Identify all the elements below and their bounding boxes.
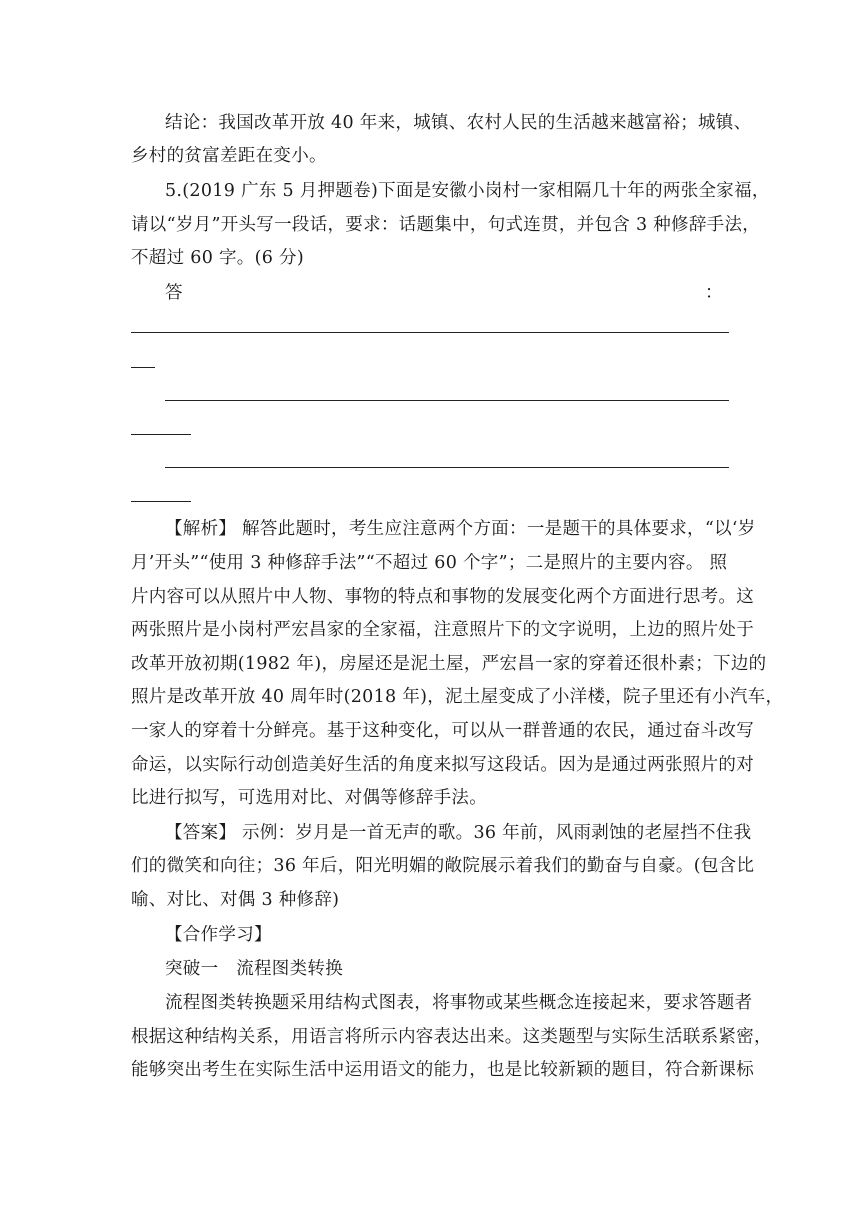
answer-colon: ： [705,283,723,303]
analysis-line: 照片是改革开放 40 周年时(2018 年)，泥土屋变成了小洋楼，院子里还有小汽车， [131,687,784,707]
answer-blank-line-3-tail[interactable] [131,501,191,502]
analysis-line: 两张照片是小岗村严宏昌家的全家福，注意照片下的文字说明，上边的照片处于 [131,620,754,640]
section-heading: 【合作学习】 [165,925,272,945]
analysis-line: 片内容可以从照片中人物、事物的特点和事物的发展变化两个方面进行思考。这 [131,587,754,607]
answer-blank-line-2-tail[interactable] [131,434,191,435]
answer-line: 喻、对比、对偶 3 种修辞) [131,890,340,910]
body-line: 能够突出考生在实际生活中运用语文的能力，也是比较新颖的题目，符合新课标 [131,1060,754,1080]
analysis-line: 比进行拟写，可选用对比、对偶等修辞手法。 [131,788,487,808]
analysis-line: 月’开头”“使用 3 种修辞手法”“不超过 60 个字”；二是照片的主要内容。 照 [131,553,728,573]
conclusion-line-1: 结论：我国改革开放 40 年来，城镇、农村人民的生活越来越富裕；城镇、 [165,113,752,133]
answer-blank-line-3[interactable] [165,467,729,468]
analysis-line: 【解析】 解答此题时，考生应注意两个方面：一是题干的具体要求，“以‘岁 [165,519,756,539]
body-line: 流程图类转换题采用结构式图表，将事物或某些概念连接起来，要求答题者 [165,993,753,1013]
question-line-1: 5.(2019 广东 5 月押题卷)下面是安徽小岗村一家相隔几十年的两张全家福， [165,181,770,201]
body-line: 根据这种结构关系，用语言将所示内容表达出来。这类题型与实际生活联系紧密， [131,1027,772,1047]
question-line-3: 不超过 60 字。(6 分) [131,248,304,268]
analysis-line: 命运，以实际行动创造美好生活的角度来拟写这段话。因为是通过两张照片的对 [131,755,754,775]
answer-line: 【答案】 示例：岁月是一首无声的歌。36 年前，风雨剥蚀的老屋挡不住我 [165,823,752,843]
answer-line: 们的微笑和向往；36 年后，阳光明媚的敞院展示着我们的勤奋与自豪。(包含比 [131,856,755,876]
answer-label: 答 [165,283,183,303]
question-line-2: 请以“岁月”开头写一段话，要求：话题集中，句式连贯，并包含 3 种修辞手法， [131,215,761,235]
analysis-line: 一家人的穿着十分鲜亮。基于这种变化，可以从一群普通的农民，通过奋斗改写 [131,721,754,741]
analysis-line: 改革开放初期(1982 年)，房屋还是泥土屋，严宏昌一家的穿着还很朴素；下边的 [131,654,767,674]
section-subheading: 突破一 流程图类转换 [165,959,343,979]
answer-blank-line-1[interactable] [131,332,729,333]
answer-blank-line-1-tail[interactable] [131,367,155,368]
conclusion-line-2: 乡村的贫富差距在变小。 [131,146,327,166]
answer-blank-line-2[interactable] [165,400,729,401]
